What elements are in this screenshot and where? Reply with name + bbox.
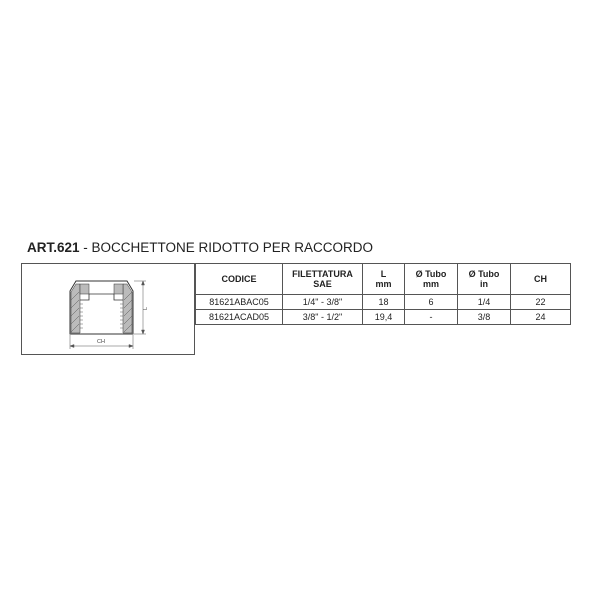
article-code: ART.621 [27, 240, 80, 255]
header-tubo-mm: Ø Tubo mm [405, 264, 458, 295]
cell-tubo-in: 3/8 [458, 310, 511, 325]
fitting-section-drawing [22, 264, 196, 356]
header-l-mm: L mm [363, 264, 405, 295]
cell-l-mm: 19,4 [363, 310, 405, 325]
cell-l-mm: 18 [363, 295, 405, 310]
cell-tubo-mm: - [405, 310, 458, 325]
cell-ch: 22 [511, 295, 571, 310]
table-row [196, 310, 571, 325]
l-dimension-label: L [143, 306, 149, 310]
top-shoulder-right [114, 284, 123, 294]
header-filettatura: FILETTATURA SAE [283, 264, 363, 295]
header-tubo-in: Ø Tubo in [458, 264, 511, 295]
article-description: BOCCHETTONE RIDOTTO PER RACCORDO [91, 240, 374, 255]
header-codice: CODICE [196, 264, 283, 295]
cell-filettatura: 1/4" - 3/8" [283, 295, 363, 310]
title-separator: - [79, 240, 92, 255]
ch-dimension-label: CH [97, 339, 105, 345]
cell-filettatura: 3/8" - 1/2" [283, 310, 363, 325]
article-title [27, 240, 373, 255]
table-header-row [196, 264, 571, 295]
cell-tubo-in: 1/4 [458, 295, 511, 310]
cell-codice: 81621ABAC05 [196, 295, 283, 310]
cell-ch: 24 [511, 310, 571, 325]
technical-drawing-box [21, 263, 195, 355]
cell-codice: 81621ACAD05 [196, 310, 283, 325]
table-row [196, 295, 571, 310]
header-ch: CH [511, 264, 571, 295]
product-spec-table [195, 263, 571, 325]
cell-tubo-mm: 6 [405, 295, 458, 310]
top-shoulder-left [80, 284, 89, 294]
